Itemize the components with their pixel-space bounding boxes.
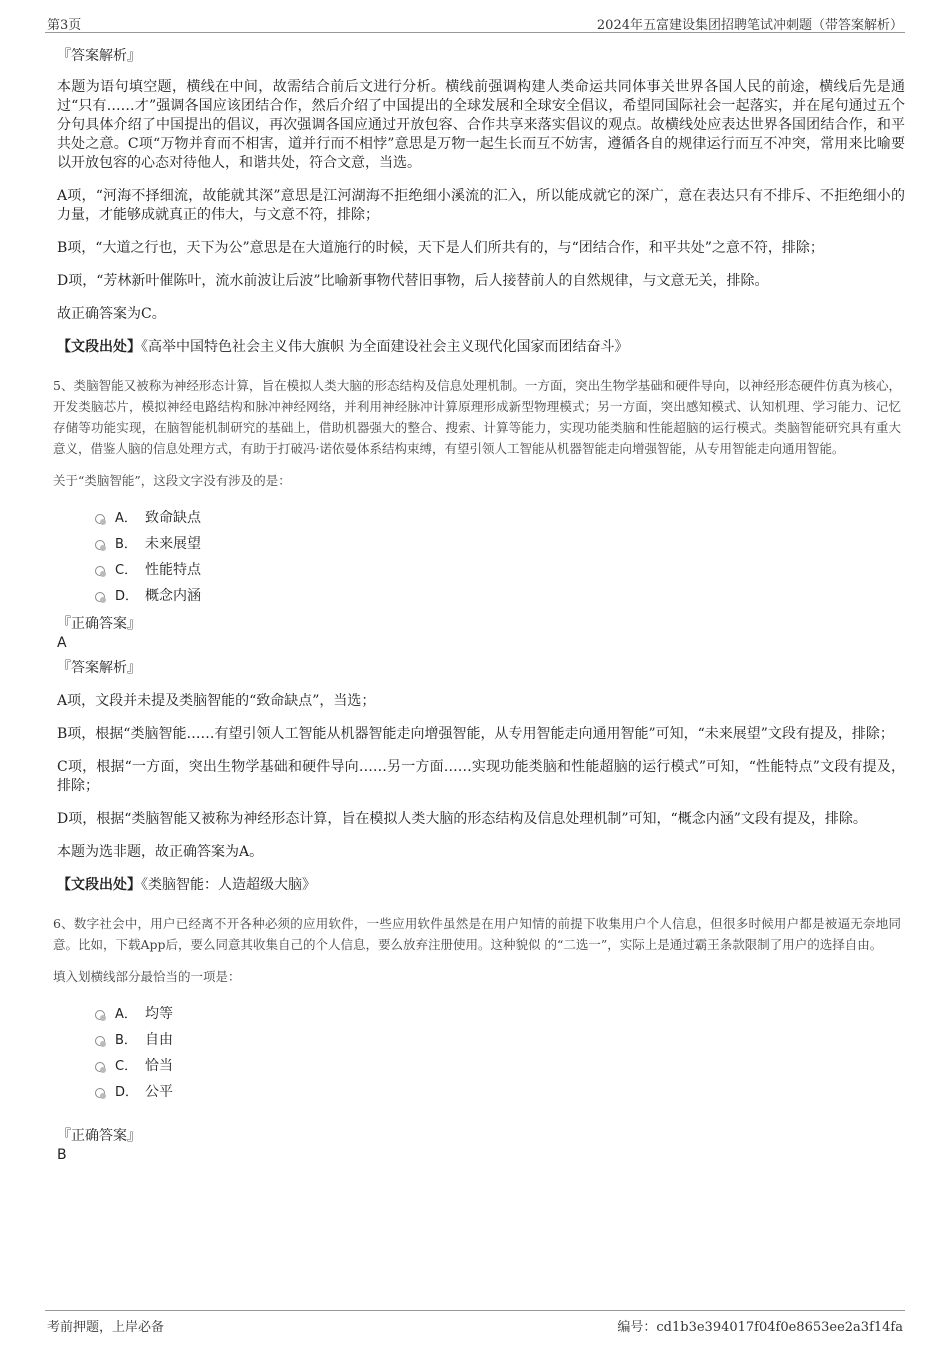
q4-source-tag: 【文段出处】 [57,339,141,355]
radio-icon[interactable] [95,592,105,602]
q5-options [95,505,905,609]
q5-option-b[interactable]: B． 未来展望 [95,531,905,557]
q5-answer-heading: 『正确答案』 [57,616,141,632]
page-number: 第3页 [47,18,82,33]
page-content [53,47,905,1171]
q5-source [57,876,905,895]
q5-source-tag: 【文段出处】 [57,877,141,893]
q4-source [57,338,905,357]
q6-answer-heading: 『正确答案』 [57,1128,141,1144]
q4-analysis-paragraph: A项，“河海不择细流，故能就其深”意思是江河湖海不拒绝细小溪流的汇入，所以能成就它的深广，意在表达只有不排斥、不拒绝细小的力量，才能够成就真正的伟大，与文意不符，排除； [57,188,905,223]
q5-stem: 关于“类脑智能”，这段文字没有涉及的是： [53,473,291,488]
q6-question-text: 6、数字社会中，用户已经离不开各种必须的应用软件，一些应用软件虽然是在用户知情的前提下收集用户个人信息，但很多时候用户都是被逼无奈地同意。比如，下载App后，要么同意其收集自己的个人信息，要么放弃注册使用。这种貌似 的“二选一”，实际上是通过霸王条款限制了用户的选择自由。 [53,916,901,952]
radio-icon[interactable] [95,1010,105,1020]
q6-stem: 填入划横线部分最恰当的一项是： [53,969,241,984]
q6-options [95,1001,905,1105]
footer-slogan: 考前押题，上岸必备 [47,1320,165,1335]
q4-analysis-heading: 『答案解析』 [57,48,141,64]
document-id: 编号：cd1b3e394017f04f0e8653ee2a3f14fa [617,1320,903,1335]
q4-source-text: 《高举中国特色社会主义伟大旗帜 为全面建设社会主义现代化国家而团结奋斗》 [141,339,629,355]
q5-question-text: 5、类脑智能又被称为神经形态计算，旨在模拟人类大脑的形态结构及信息处理机制。一方面，突出生物学基础和硬件导向，以神经形态硬件仿真为核心，开发类脑芯片，模拟神经电路结构和脉冲神经网络，并利用神经脉冲计算原理形成新型物理模式；另一方面，突出感知模式、认知机理、学习能力、记忆存储等功能实现，在脑智能机制研究的基础上，借助机器强大的整合、搜索、计算等能力，实现功能类脑和性能超脑的运行模式。类脑智能研究具有重大意义，借鉴人脑的信息处理方式，有助于打破冯·诺依曼体系结构束缚，有望引领人工智能从机器智能走向增强智能，从专用智能走向通用智能。 [53,378,901,456]
q5-option-d[interactable]: D． 概念内涵 [95,583,905,609]
q4-analysis-paragraph: 本题为语句填空题，横线在中间，故需结合前后文进行分析。横线前强调构建人类命运共同体事关世界各国人民的前途，横线后先是通过“只有……才”强调各国应该团结合作，然后介绍了中国提出的全球发展和全球安全倡议，希望同国际社会一起落实，并在尾句通过五个分句具体介绍了中国提出的倡议，再次强调各国应通过开放包容、合作共享来落实倡议的观点。故横线处应表达世界各国团结合作，和平共处之意。C项“万物并育而不相害，道并行而不相悖”意思是万物一起生长而互不妨害，遵循各自的规律运行而互不冲突，常用来比喻要以开放包容的心态对待他人，和谐共处，符合文意，当选。 [57,79,905,171]
q6-option-c[interactable]: C． 恰当 [95,1053,905,1079]
q6-option-b[interactable]: B． 自由 [95,1027,905,1053]
q4-analysis-paragraph: B项，“大道之行也，天下为公”意思是在大道施行的时候，天下是人们所共有的，与“团结合作，和平共处”之意不符，排除； [57,240,824,256]
q5-option-c[interactable]: C． 性能特点 [95,557,905,583]
q5-source-text: 《类脑智能：人造超级大脑》 [141,877,316,893]
q5-analysis-paragraph: C项，根据“一方面，突出生物学基础和硬件导向……另一方面……实现功能类脑和性能超脑的运行模式”可知，“性能特点”文段有提及，排除； [57,759,905,794]
q4-analysis-paragraph: 故正确答案为C。 [57,306,166,322]
radio-icon[interactable] [95,540,105,550]
radio-icon[interactable] [95,566,105,576]
q6-answer: B [57,1147,67,1163]
q5-analysis-paragraph: B项，根据“类脑智能……有望引领人工智能从机器智能走向增强智能，从专用智能走向通用智能”可知，“未来展望”文段有提及，排除； [57,726,894,742]
q5-analysis-heading: 『答案解析』 [57,660,141,676]
radio-icon[interactable] [95,1088,105,1098]
q6-option-d[interactable]: D． 公平 [95,1079,905,1105]
radio-icon[interactable] [95,1036,105,1046]
q6-option-a[interactable]: A． 均等 [95,1001,905,1027]
q5-analysis-paragraph: A项，文段并未提及类脑智能的“致命缺点”，当选； [57,693,376,709]
q4-analysis-paragraph: D项，“芳林新叶催陈叶，流水前波让后波”比喻新事物代替旧事物，后人接替前人的自然规律，与文意无关，排除。 [57,273,769,289]
q5-analysis-paragraph: 本题为选非题，故正确答案为A。 [57,844,264,860]
page-header [45,14,905,33]
q5-answer: A [57,635,67,651]
radio-icon[interactable] [95,1062,105,1072]
radio-icon[interactable] [95,514,105,524]
q5-option-a[interactable]: A． 致命缺点 [95,505,905,531]
q5-analysis-paragraph: D项，根据“类脑智能又被称为神经形态计算，旨在模拟人类大脑的形态结构及信息处理机制”可知，“概念内涵”文段有提及，排除。 [57,811,867,827]
document-title: 2024年五富建设集团招聘笔试冲刺题（带答案解析） [596,18,903,33]
page-footer [45,1310,905,1335]
